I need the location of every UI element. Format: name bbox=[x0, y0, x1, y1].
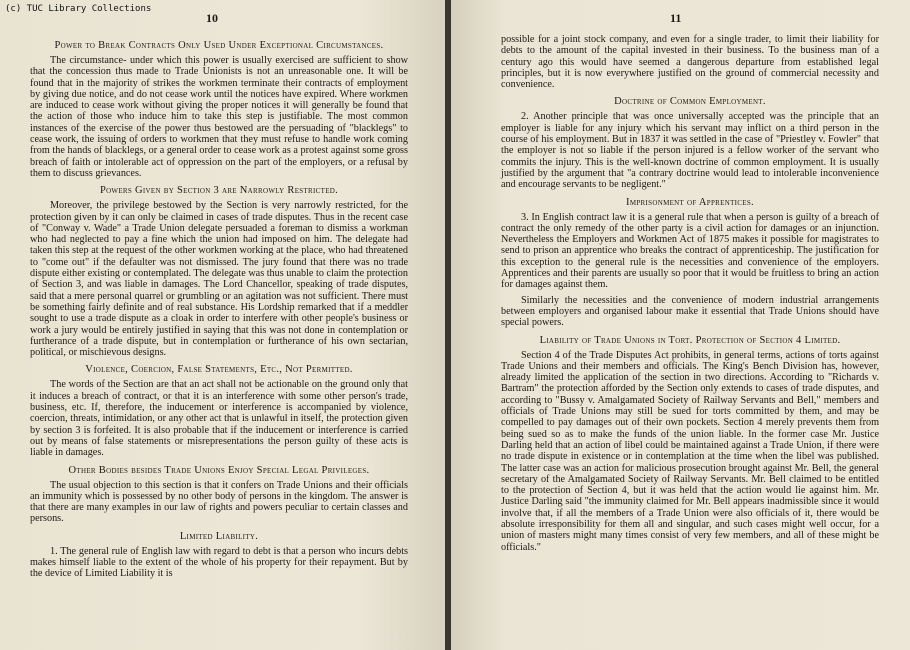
paragraph: 2. Another principle that was once universally accepted was the principle that an employer is liable for any injury which his servant may inflict on a third person in the course of his employment. But in 1837 it was settled in the case of "Priestley v. Fowler" that the employer is not so liable if the person injured is a fellow worker of the servant who commits the injury. This is the well-known doctrine of common employment. It is usually justified by the argument that "a contrary doctrine would lead to intolerable inconvenience and encourage servants to be negligent." bbox=[501, 111, 879, 191]
page-number-left: 10 bbox=[206, 11, 218, 25]
right-page bbox=[451, 0, 910, 650]
paragraph: Section 4 of the Trade Disputes Act prohibits, in general terms, actions of torts against Trade Unions and their members and officials. The King's Bench Division has, however, already limited the application of the section in two directions. According to "Richards v. Bartram" the protection afforded by the Section only extends to cases of trade disputes, and according to "Bussy v. Amalgamated Society of Railway Servants and Bell," members and officials of Trade Unions may still be sued for torts committed by them, and may be compelled to pay damages out of their own pockets. Section 4 merely prevents them from being sued so as to make the funds of the union liable. In the former case Mr. Justice Darling held that an action of libel could be maintained against a Trade Union, if there were no trade dispute in existence or in contemplation at the time when the libel was published. The latter case was an action for malicious prosecution brought against Mr. Bell, the general secretary of the Amalgamated Society of Railway Servants. Mr. Bell claimed to be entitled to the protection of Section 4, but it was held that the action would lie against him. Mr. Justice Darling said "the immunity claimed for Mr. Bell appears inadmissible since it would involve that, if all the members of a Trade Union were also officials of it, there would be absolute irresponsibility for them all and singular, and such cases might well occur, for a union of masters might many times consist of very few members, and all of these might be officials." bbox=[501, 349, 879, 553]
paragraph: possible for a joint stock company, and even for a single trader, to limit their liability for debts to the amount of the capital invested in their business. To the business man of a century ago this would have seemed a dangerous departure from established legal principles, but it is now everywhere justified on the ground of commercial necessity and convenience. bbox=[501, 34, 879, 91]
right-page-text bbox=[501, 34, 879, 557]
section-heading: Limited Liability. bbox=[179, 530, 259, 542]
section-heading: Other Bodies besides Trade Unions Enjoy Special Legal Privileges. bbox=[68, 464, 370, 476]
section-heading: Violence, Coercion, False Statements, Etc., Not Permitted. bbox=[85, 364, 353, 376]
left-page bbox=[0, 0, 447, 650]
paragraph: 1. The general rule of English law with regard to debt is that a person who incurs debts makes himself liable to the extent of the whole of his property for their repayment. But by the device of Limited Liability it is bbox=[30, 545, 408, 580]
paragraph: Moreover, the privilege bestowed by the Section is very narrowly restricted, for the protection given by it can only be claimed in cases of trade disputes. Thus in the recent case of "Conway v. Wade" a Trade Union delegate persuaded a foreman to dismiss a workman who had neglected to pay a fine which the union had imposed on him. The delegate had taken this step at the request of the other workmen working at the place, who had threatened to "come out" if the defaulter was not dismissed. The jury found that there was no trade dispute either existing or contemplated. The delegate was thus unable to claim the protection of Section 3, and was liable in damages. The Lord Chancellor, speaking of trade disputes, said that a mere personal quarrel or grumbling or an agitation was not sufficient. There must be something fairly definite and of real substance. His Lordship remarked that if a meddler sought to use a trade dispute as a cloak in order to interfere with other people's business or work a jury would be entirely justified in saying that this was not done in contemplation or furtherance of a trade dispute, but in contemplation or furtherance of his own sectarian, political, or mischievous designs. bbox=[30, 200, 408, 359]
section-heading: Imprisonment of Apprentices. bbox=[626, 196, 754, 208]
left-page-text bbox=[30, 34, 408, 584]
section-heading: Doctrine of Common Employment. bbox=[614, 96, 766, 108]
paragraph: The words of the Section are that an act shall not be actionable on the ground only that it induces a breach of contract, or that it is an interference with some other person's trade, business, etc. If, therefore, the inducement or interference is accompanied by violence, coercion, threats, intimidation, or any other act that is unlawful in itself, the protection given by section 3 is forfeited. It is also probable that if the inducement or interference is carried out by means of false statements or misrepresentations the person guilty of these acts is liable in damages. bbox=[30, 379, 408, 459]
section-heading: Powers Given by Section 3 are Narrowly Restricted. bbox=[99, 185, 339, 197]
section-heading: Power to Break Contracts Only Used Under Exceptional Circumstances. bbox=[54, 40, 384, 51]
section-heading: Liability of Trade Unions in Tort. Protection of Section 4 Limited. bbox=[539, 334, 841, 346]
page-number-right: 11 bbox=[670, 11, 682, 25]
paragraph: The circumstance- under which this power is usually exercised are sufficient to show that the concession thus made to Trade Unionists is not an unreasonable one. It will be found that in the majority of strikes the workmen terminate their contracts of employment by giving due notice, and do not cease work until the notices have expired. Where workmen are induced to cease work without giving the proper notices it will generally be found that the action of those who induce him to take this step is justifiable. The most common instances of the exercise of the power thus bestowed are the persuading of "blacklegs" to cease work, the issuing of orders to workmen that they must refuse to handle work coming from the hands of blacklegs, or a general order to cease work as a protest against some gross breach of faith or intolerable act of oppression on the part of the employers, or a refusal by them to discuss grievances. bbox=[30, 55, 408, 179]
watermark: (c) TUC Library Collections bbox=[5, 4, 152, 14]
paragraph: Similarly the necessities and the convenience of modern industrial arrangements between employers and organised labour make it essential that Trade Unions should have special powers. bbox=[501, 294, 879, 329]
paragraph: The usual objection to this section is that it confers on Trade Unions and their officials an immunity which is possessed by no other body of persons in the kingdom. The answer is that there are many examples in our law of rights and powers peculiar to certain classes and persons. bbox=[30, 479, 408, 525]
paragraph: 3. In English contract law it is a general rule that when a person is guilty of a breach of contract the only remedy of the other party is a civil action for damages or an injunction. Nevertheless the Employers and Workmen Act of 1875 makes it possible for magistrates to send to prison an apprentice who breaks the contract of apprenticeship. The justification for this exception to the general rule is the necessities and convenience of the employers. Apprentices and their parents are usually so poor that it would be fruitless to bring an action for damages against them. bbox=[501, 211, 879, 291]
